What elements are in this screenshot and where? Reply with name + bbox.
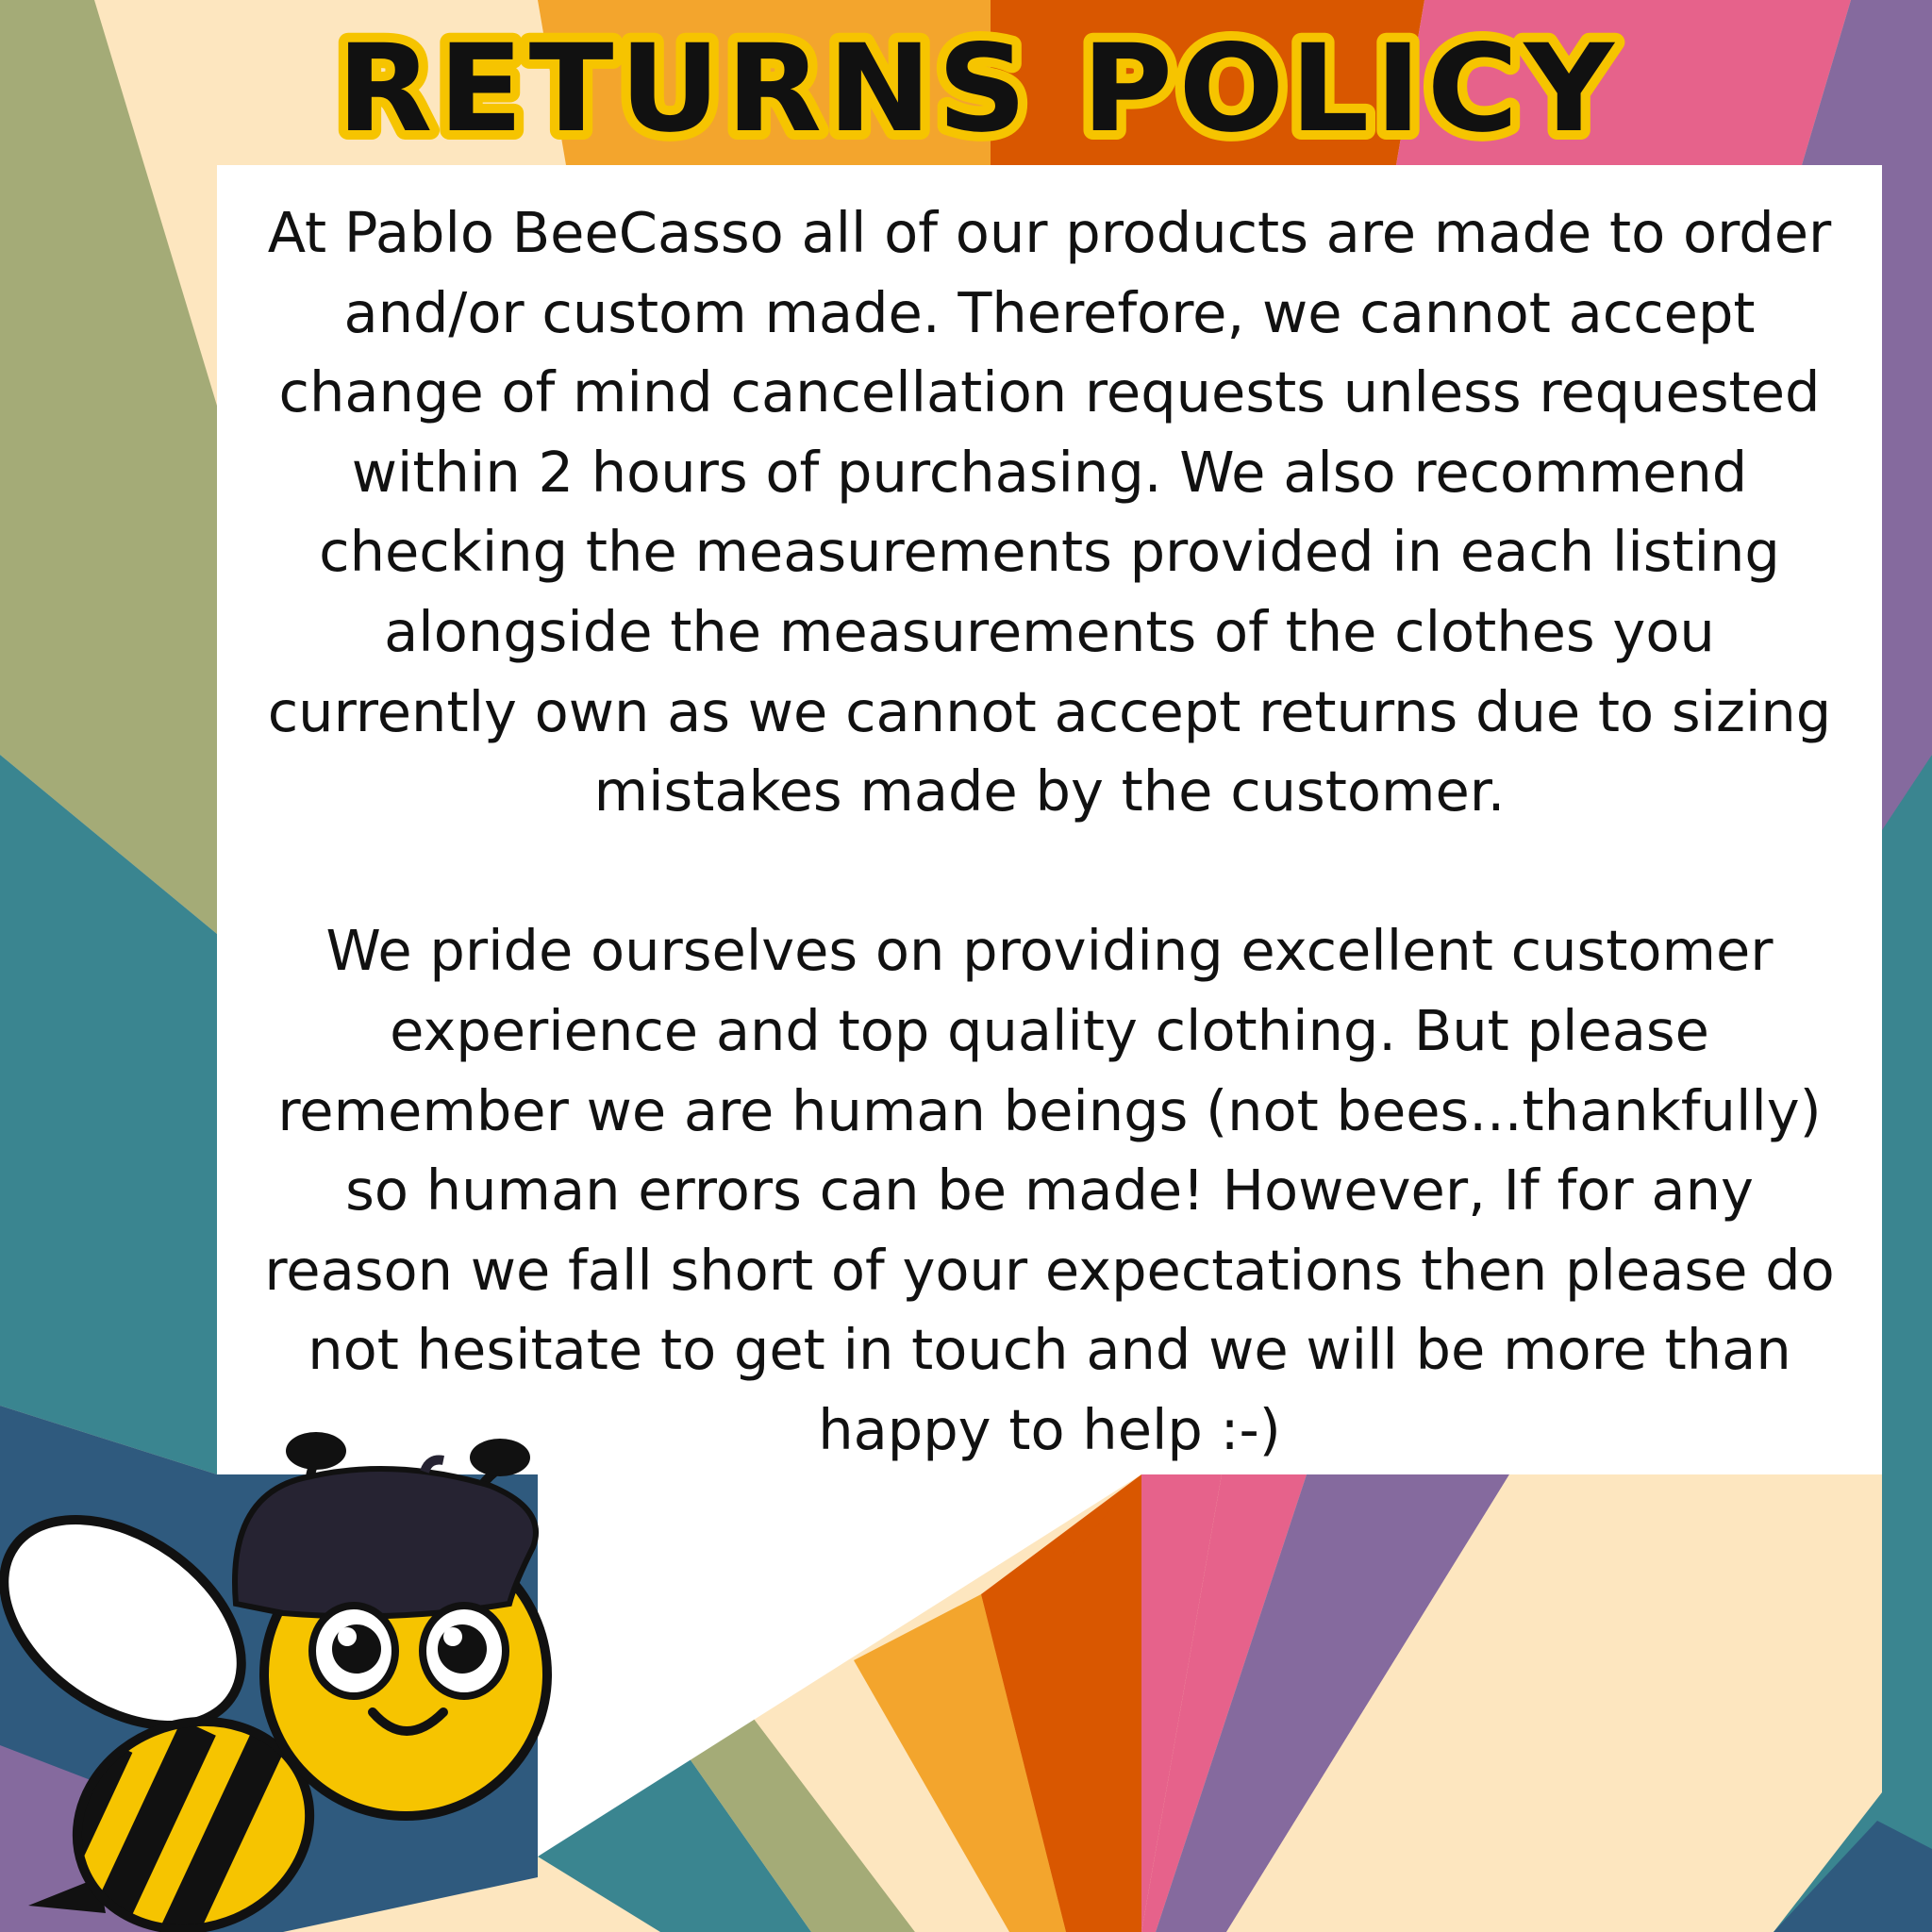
- bee-with-beret-icon: [0, 1420, 566, 1932]
- policy-text: [236, 193, 1863, 1471]
- policy-paragraph: At Pablo BeeCasso all of our products are made to order and/or custom made. Therefore, we cannot accept change of mind cancellation requests unless requested within 2 hours of purchasing. We also recommend checking the measurements provided in each listing alongside the measurements of the clothes you currently own as we cannot accept returns due to sizing mistakes made by the customer.: [267, 200, 1832, 824]
- page-title: RETURNS POLICY: [337, 19, 1620, 159]
- title-banner: [0, 0, 1932, 160]
- policy-paragraph: We pride ourselves on providing excellent customer experience and top quality clothing. But please remember we are human beings (not bees...thankfully) so human errors can be made! However, If for any reason we fall short of your expectations then please do not hesitate to get in touch and we will be more than happy to help :-): [264, 918, 1835, 1462]
